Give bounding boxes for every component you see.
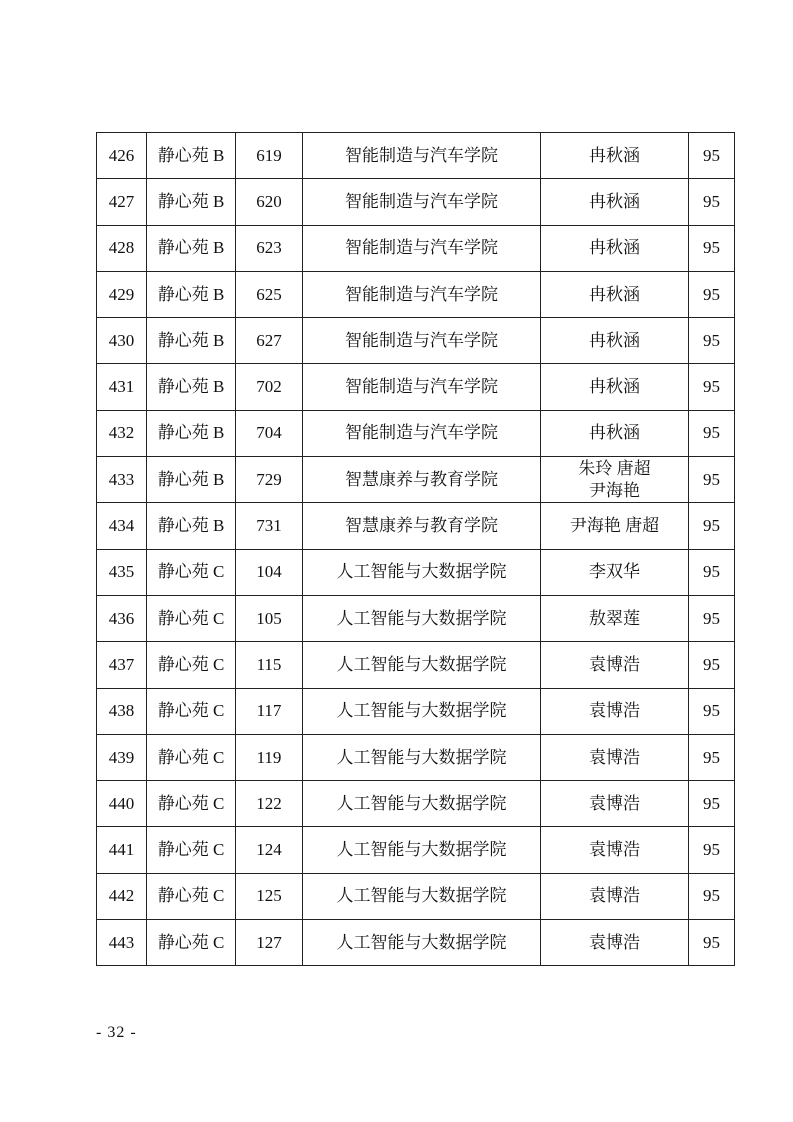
table-row [97,827,735,873]
college-cell: 人工智能与大数据学院 [303,873,541,919]
building-cell: 静心苑 B [147,457,236,503]
building-cell: 静心苑 B [147,410,236,456]
score-cell: 95 [689,873,735,919]
table-body [97,133,735,966]
building-cell: 静心苑 B [147,133,236,179]
counselor-cell: 袁博浩 [541,642,689,688]
table-row [97,873,735,919]
college-cell: 人工智能与大数据学院 [303,827,541,873]
row-number-cell: 426 [97,133,147,179]
building-cell: 静心苑 C [147,642,236,688]
college-cell: 人工智能与大数据学院 [303,688,541,734]
building-cell: 静心苑 B [147,225,236,271]
table-row [97,734,735,780]
room-number-cell: 619 [236,133,303,179]
building-cell: 静心苑 B [147,179,236,225]
row-number-cell: 438 [97,688,147,734]
counselor-cell: 冉秋涵 [541,318,689,364]
score-cell: 95 [689,410,735,456]
score-cell: 95 [689,688,735,734]
table-row [97,179,735,225]
table-row [97,410,735,456]
score-cell: 95 [689,133,735,179]
table-row [97,549,735,595]
room-number-cell: 125 [236,873,303,919]
counselor-line: 尹海艳 [589,480,640,500]
room-number-cell: 122 [236,781,303,827]
score-cell: 95 [689,318,735,364]
room-number-cell: 105 [236,595,303,641]
building-cell: 静心苑 C [147,549,236,595]
college-cell: 人工智能与大数据学院 [303,549,541,595]
page-number: - 32 - [96,1024,137,1041]
score-cell: 95 [689,364,735,410]
college-cell: 智能制造与汽车学院 [303,364,541,410]
row-number-cell: 436 [97,595,147,641]
table-row [97,595,735,641]
table-row [97,457,735,503]
table-row [97,318,735,364]
counselor-line: 朱玲 唐超 [578,458,651,478]
building-cell: 静心苑 C [147,827,236,873]
room-number-cell: 127 [236,920,303,966]
room-number-cell: 623 [236,225,303,271]
college-cell: 人工智能与大数据学院 [303,781,541,827]
counselor-cell: 袁博浩 [541,827,689,873]
room-number-cell: 731 [236,503,303,549]
score-cell: 95 [689,503,735,549]
room-number-cell: 119 [236,734,303,780]
counselor-cell: 冉秋涵 [541,271,689,317]
table-row [97,688,735,734]
counselor-cell: 尹海艳 唐超 [541,503,689,549]
dormitory-score-table [96,132,735,966]
row-number-cell: 430 [97,318,147,364]
counselor-cell: 冉秋涵 [541,133,689,179]
table-row [97,364,735,410]
row-number-cell: 427 [97,179,147,225]
table-row [97,133,735,179]
college-cell: 智慧康养与教育学院 [303,457,541,503]
table-row [97,225,735,271]
table-row [97,271,735,317]
college-cell: 人工智能与大数据学院 [303,595,541,641]
college-cell: 智能制造与汽车学院 [303,225,541,271]
counselor-cell: 冉秋涵 [541,364,689,410]
score-cell: 95 [689,271,735,317]
row-number-cell: 440 [97,781,147,827]
row-number-cell: 439 [97,734,147,780]
room-number-cell: 620 [236,179,303,225]
counselor-cell: 袁博浩 [541,688,689,734]
college-cell: 智能制造与汽车学院 [303,318,541,364]
score-cell: 95 [689,642,735,688]
counselor-cell: 李双华 [541,549,689,595]
room-number-cell: 704 [236,410,303,456]
score-cell: 95 [689,595,735,641]
counselor-cell: 袁博浩 [541,781,689,827]
building-cell: 静心苑 B [147,503,236,549]
row-number-cell: 429 [97,271,147,317]
room-number-cell: 729 [236,457,303,503]
college-cell: 智慧康养与教育学院 [303,503,541,549]
counselor-cell: 冉秋涵 [541,410,689,456]
row-number-cell: 435 [97,549,147,595]
score-cell: 95 [689,920,735,966]
score-cell: 95 [689,781,735,827]
score-cell: 95 [689,734,735,780]
college-cell: 智能制造与汽车学院 [303,179,541,225]
building-cell: 静心苑 C [147,920,236,966]
score-cell: 95 [689,549,735,595]
building-cell: 静心苑 C [147,781,236,827]
college-cell: 智能制造与汽车学院 [303,410,541,456]
room-number-cell: 627 [236,318,303,364]
score-cell: 95 [689,827,735,873]
building-cell: 静心苑 B [147,318,236,364]
room-number-cell: 115 [236,642,303,688]
row-number-cell: 441 [97,827,147,873]
building-cell: 静心苑 B [147,364,236,410]
table-row [97,503,735,549]
college-cell: 人工智能与大数据学院 [303,642,541,688]
table-row [97,920,735,966]
room-number-cell: 625 [236,271,303,317]
counselor-cell: 袁博浩 [541,873,689,919]
row-number-cell: 443 [97,920,147,966]
room-number-cell: 124 [236,827,303,873]
building-cell: 静心苑 C [147,595,236,641]
college-cell: 人工智能与大数据学院 [303,920,541,966]
table-row [97,642,735,688]
college-cell: 智能制造与汽车学院 [303,133,541,179]
row-number-cell: 428 [97,225,147,271]
counselor-cell: 袁博浩 [541,734,689,780]
building-cell: 静心苑 B [147,271,236,317]
building-cell: 静心苑 C [147,688,236,734]
counselor-cell: 冉秋涵 [541,225,689,271]
row-number-cell: 434 [97,503,147,549]
college-cell: 人工智能与大数据学院 [303,734,541,780]
building-cell: 静心苑 C [147,734,236,780]
counselor-cell: 冉秋涵 [541,179,689,225]
room-number-cell: 117 [236,688,303,734]
row-number-cell: 431 [97,364,147,410]
building-cell: 静心苑 C [147,873,236,919]
counselor-cell [541,457,689,503]
table-row [97,781,735,827]
room-number-cell: 702 [236,364,303,410]
college-cell: 智能制造与汽车学院 [303,271,541,317]
counselor-cell: 敖翠莲 [541,595,689,641]
score-cell: 95 [689,225,735,271]
score-cell: 95 [689,457,735,503]
score-cell: 95 [689,179,735,225]
room-number-cell: 104 [236,549,303,595]
row-number-cell: 432 [97,410,147,456]
row-number-cell: 442 [97,873,147,919]
row-number-cell: 433 [97,457,147,503]
counselor-cell: 袁博浩 [541,920,689,966]
row-number-cell: 437 [97,642,147,688]
